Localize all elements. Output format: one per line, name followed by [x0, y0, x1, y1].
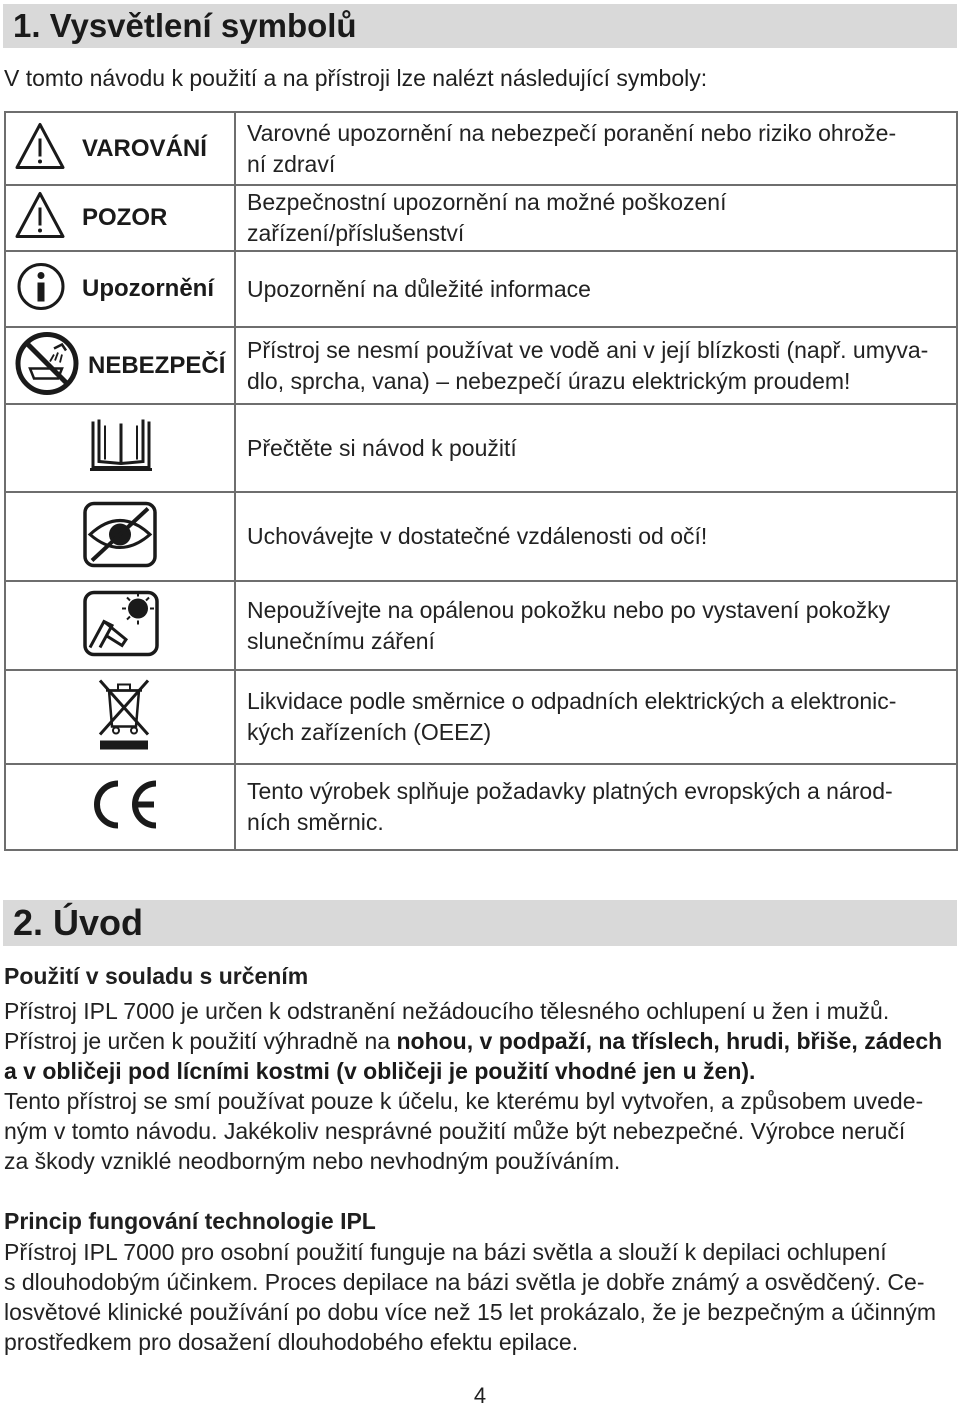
row-label: Upozornění: [82, 275, 214, 302]
eye-crossed-icon: [82, 500, 158, 573]
table-row: [5, 670, 957, 764]
row-label: NEBEZPEČÍ: [88, 351, 226, 379]
weee-bin-icon: [94, 677, 154, 758]
table-row: [5, 764, 957, 850]
row-text-line: Tento výrobek splňuje požadavky platných evropských a národ-: [247, 778, 893, 804]
table-row: [5, 404, 957, 492]
row-text: [235, 492, 957, 581]
paragraph-ipl-principle: Přístroj IPL 7000 pro osobní použití funguje na bázi světla a slouží k depilaci ochlupení s dlouhodobým účinkem. Proces depilace na bázi světla je dobře známý a osvědčený. Ce- losvětové klinické používání po dobu více než 15 let prokázalo, že je bezpečným a účinným prostředkem pro dosažení dlouhodobého efektu epilace.: [4, 1239, 937, 1355]
row-text-line: Přečtěte si návod k použití: [247, 434, 517, 461]
ce-mark-icon: [86, 778, 162, 837]
row-text-line: Přístroj se nesmí používat ve vodě ani v její blízkosti (např. umyva-: [247, 336, 929, 363]
row-text-line: kých zařízeních (OEEZ): [247, 719, 492, 745]
row-text: [235, 764, 957, 850]
row-text: [235, 670, 957, 764]
caution-triangle-icon: [14, 191, 66, 246]
page-number: 4: [473, 1383, 487, 1408]
paragraph-intended-use: Přístroj IPL 7000 je určen k odstranění nežádoucího tělesného ochlupení u žen i mužů. Přístroj je určen k použití výhradně na nohou, v podpaží, na tříslech, hrudi, břiše, zádech a v obličeji pod lícními kostmi (v obličeji je použití vhodné jen u žen). Tento přístroj se smí používat pouze k účelu, ke kterému byl vytvořen, a způsobem uvede- ným v tomto návodu. Jakékoliv nesprávné použití může být nebezpečné. Výrobce neručí za škody vzniklé neodborným nebo nevhodným používáním.: [4, 998, 943, 1174]
row-text-line: Nepoužívejte na opálenou pokožku nebo po vystavení pokožky: [247, 596, 891, 623]
row-text: [235, 251, 957, 327]
row-text-line: dlo, sprcha, vana) – nebezpečí úrazu elektrickým proudem!: [247, 367, 851, 394]
row-text-line: Varovné upozornění na nebezpečí poranění nebo riziko ohrože-: [247, 119, 897, 146]
row-text-line: Upozornění na důležité informace: [247, 275, 591, 302]
subheading-ipl-principle: Princip fungování technologie IPL: [4, 1208, 376, 1234]
row-text-line: slunečnímu záření: [247, 627, 435, 654]
row-text: [235, 112, 957, 185]
no-water-icon: [14, 330, 80, 401]
row-text: [235, 581, 957, 670]
section-1-heading: 1. Vysvětlení symbolů: [3, 4, 957, 48]
subheading-intended-use: Použití v souladu s určením: [4, 963, 309, 989]
row-text-line: ní zdraví: [247, 150, 336, 177]
table-row: [5, 112, 957, 185]
intro-text: V tomto návodu k použití a na přístroji lze nalézt následující symboly:: [4, 65, 708, 91]
table-row: [5, 185, 957, 251]
table-row: [5, 581, 957, 670]
manual-book-icon: [88, 418, 154, 479]
table-row: [5, 492, 957, 581]
row-text-line: ních směrnic.: [247, 809, 384, 835]
sun-skin-icon: [82, 589, 160, 662]
row-text-line: Likvidace podle směrnice o odpadních elektrických a elektronic-: [247, 688, 897, 714]
row-label: VAROVÁNÍ: [82, 134, 207, 162]
row-text: [235, 327, 957, 404]
warning-triangle-icon: [14, 121, 66, 176]
symbols-table: [4, 111, 958, 851]
section-2-heading: 2. Úvod: [3, 900, 957, 946]
row-label: POZOR: [82, 204, 168, 231]
row-text-line: Uchovávejte v dostatečné vzdálenosti od očí!: [247, 523, 708, 549]
table-row: [5, 251, 957, 327]
row-text: [235, 404, 957, 492]
row-text: [235, 185, 957, 251]
table-row: [5, 327, 957, 404]
row-text-line: Bezpečnostní upozornění na možné poškození zařízení/příslušenství: [247, 189, 727, 246]
info-icon: [16, 262, 66, 317]
